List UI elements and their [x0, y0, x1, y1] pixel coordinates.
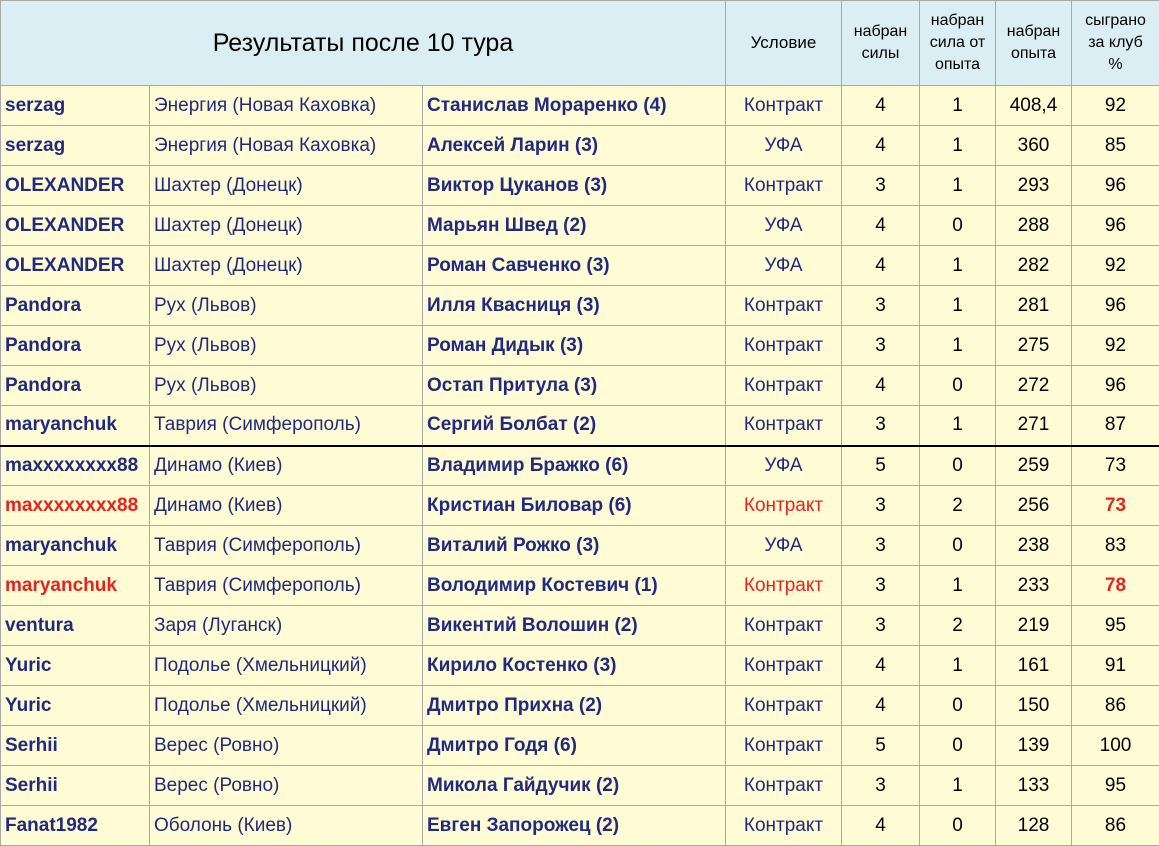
- table-row: [1, 326, 1159, 366]
- condition-cell: Контракт: [726, 566, 842, 606]
- condition-cell: Контракт: [726, 366, 842, 406]
- table-row: [1, 366, 1159, 406]
- strength-cell: 3: [842, 606, 920, 646]
- exp-strength-cell: 1: [920, 246, 996, 286]
- player-cell: Володимир Костевич (1): [423, 566, 726, 606]
- user-cell: maryanchuk: [1, 526, 150, 566]
- experience-cell: 408,4: [996, 86, 1072, 126]
- played-percent-cell: 73: [1072, 446, 1159, 486]
- played-percent-cell: 96: [1072, 166, 1159, 206]
- table-row: [1, 246, 1159, 286]
- player-cell: Илля Квасниця (3): [423, 286, 726, 326]
- table-row: [1, 646, 1159, 686]
- table-row: [1, 206, 1159, 246]
- condition-cell: Контракт: [726, 646, 842, 686]
- user-cell: serzag: [1, 86, 150, 126]
- played-percent-cell: 96: [1072, 206, 1159, 246]
- exp-strength-cell: 0: [920, 366, 996, 406]
- experience-cell: 238: [996, 526, 1072, 566]
- experience-cell: 128: [996, 806, 1072, 846]
- condition-cell: Контракт: [726, 766, 842, 806]
- played-percent-cell: 100: [1072, 726, 1159, 766]
- exp-strength-cell: 0: [920, 806, 996, 846]
- table-row: [1, 766, 1159, 806]
- player-cell: Роман Дидык (3): [423, 326, 726, 366]
- club-cell: Верес (Ровно): [150, 766, 423, 806]
- experience-cell: 288: [996, 206, 1072, 246]
- strength-cell: 3: [842, 526, 920, 566]
- table-header: [1, 1, 1159, 86]
- table-row: [1, 806, 1159, 846]
- table-row: [1, 406, 1159, 446]
- played-percent-cell: 92: [1072, 86, 1159, 126]
- player-cell: Дмитро Прихна (2): [423, 686, 726, 726]
- experience-cell: 360: [996, 126, 1072, 166]
- exp-strength-cell: 1: [920, 326, 996, 366]
- strength-cell: 3: [842, 486, 920, 526]
- strength-cell: 4: [842, 206, 920, 246]
- player-cell: Владимир Бражко (6): [423, 446, 726, 486]
- header-played-percent: сыграно за клуб %: [1072, 1, 1159, 86]
- player-cell: Кристиан Биловар (6): [423, 486, 726, 526]
- strength-cell: 3: [842, 326, 920, 366]
- played-percent-cell: 73: [1072, 486, 1159, 526]
- exp-strength-cell: 1: [920, 406, 996, 446]
- user-cell: Yuric: [1, 646, 150, 686]
- header-strength: набран силы: [842, 1, 920, 86]
- player-cell: Остап Притула (3): [423, 366, 726, 406]
- exp-strength-cell: 0: [920, 446, 996, 486]
- user-cell: OLEXANDER: [1, 166, 150, 206]
- strength-cell: 3: [842, 166, 920, 206]
- played-percent-cell: 95: [1072, 766, 1159, 806]
- exp-strength-cell: 1: [920, 566, 996, 606]
- user-cell: serzag: [1, 126, 150, 166]
- strength-cell: 4: [842, 366, 920, 406]
- condition-cell: Контракт: [726, 286, 842, 326]
- strength-cell: 3: [842, 566, 920, 606]
- user-cell: Fanat1982: [1, 806, 150, 846]
- header-condition: Условие: [726, 1, 842, 86]
- condition-cell: УФА: [726, 446, 842, 486]
- condition-cell: Контракт: [726, 726, 842, 766]
- played-percent-cell: 91: [1072, 646, 1159, 686]
- user-cell: ventura: [1, 606, 150, 646]
- player-cell: Сергий Болбат (2): [423, 406, 726, 446]
- table-row: [1, 126, 1159, 166]
- user-cell: Pandora: [1, 286, 150, 326]
- strength-cell: 4: [842, 246, 920, 286]
- header-experience: набран опыта: [996, 1, 1072, 86]
- experience-cell: 272: [996, 366, 1072, 406]
- player-cell: Марьян Швед (2): [423, 206, 726, 246]
- player-cell: Станислав Мораренко (4): [423, 86, 726, 126]
- played-percent-cell: 92: [1072, 246, 1159, 286]
- condition-cell: УФА: [726, 126, 842, 166]
- exp-strength-cell: 1: [920, 646, 996, 686]
- strength-cell: 3: [842, 406, 920, 446]
- user-cell: Yuric: [1, 686, 150, 726]
- strength-cell: 4: [842, 686, 920, 726]
- exp-strength-cell: 1: [920, 766, 996, 806]
- condition-cell: Контракт: [726, 166, 842, 206]
- strength-cell: 5: [842, 446, 920, 486]
- club-cell: Подолье (Хмельницкий): [150, 646, 423, 686]
- user-cell: maxxxxxxxx88: [1, 486, 150, 526]
- user-cell: OLEXANDER: [1, 246, 150, 286]
- exp-strength-cell: 0: [920, 686, 996, 726]
- player-cell: Виктор Цуканов (3): [423, 166, 726, 206]
- club-cell: Рух (Львов): [150, 366, 423, 406]
- strength-cell: 3: [842, 286, 920, 326]
- user-cell: maryanchuk: [1, 566, 150, 606]
- strength-cell: 3: [842, 766, 920, 806]
- condition-cell: Контракт: [726, 686, 842, 726]
- club-cell: Верес (Ровно): [150, 726, 423, 766]
- club-cell: Энергия (Новая Каховка): [150, 86, 423, 126]
- condition-cell: Контракт: [726, 486, 842, 526]
- table-row: [1, 486, 1159, 526]
- played-percent-cell: 83: [1072, 526, 1159, 566]
- user-cell: maryanchuk: [1, 406, 150, 446]
- played-percent-cell: 87: [1072, 406, 1159, 446]
- condition-cell: УФА: [726, 526, 842, 566]
- condition-cell: Контракт: [726, 406, 842, 446]
- played-percent-cell: 86: [1072, 686, 1159, 726]
- table-row: [1, 526, 1159, 566]
- exp-strength-cell: 2: [920, 486, 996, 526]
- club-cell: Динамо (Киев): [150, 446, 423, 486]
- club-cell: Подолье (Хмельницкий): [150, 686, 423, 726]
- club-cell: Таврия (Симферополь): [150, 566, 423, 606]
- table-row: [1, 86, 1159, 126]
- exp-strength-cell: 1: [920, 126, 996, 166]
- exp-strength-cell: 1: [920, 86, 996, 126]
- played-percent-cell: 78: [1072, 566, 1159, 606]
- condition-cell: УФА: [726, 206, 842, 246]
- strength-cell: 4: [842, 646, 920, 686]
- experience-cell: 259: [996, 446, 1072, 486]
- experience-cell: 256: [996, 486, 1072, 526]
- experience-cell: 219: [996, 606, 1072, 646]
- played-percent-cell: 85: [1072, 126, 1159, 166]
- club-cell: Динамо (Киев): [150, 486, 423, 526]
- club-cell: Шахтер (Донецк): [150, 246, 423, 286]
- condition-cell: Контракт: [726, 86, 842, 126]
- club-cell: Таврия (Симферополь): [150, 406, 423, 446]
- player-cell: Микола Гайдучик (2): [423, 766, 726, 806]
- strength-cell: 4: [842, 806, 920, 846]
- club-cell: Шахтер (Донецк): [150, 166, 423, 206]
- experience-cell: 293: [996, 166, 1072, 206]
- experience-cell: 271: [996, 406, 1072, 446]
- page-title: Результаты после 10 тура: [1, 1, 726, 86]
- club-cell: Оболонь (Киев): [150, 806, 423, 846]
- player-cell: Викентий Волошин (2): [423, 606, 726, 646]
- condition-cell: Контракт: [726, 326, 842, 366]
- player-cell: Виталий Рожко (3): [423, 526, 726, 566]
- player-cell: Роман Савченко (3): [423, 246, 726, 286]
- strength-cell: 4: [842, 86, 920, 126]
- experience-cell: 275: [996, 326, 1072, 366]
- table-body: [1, 86, 1159, 846]
- played-percent-cell: 92: [1072, 326, 1159, 366]
- experience-cell: 281: [996, 286, 1072, 326]
- played-percent-cell: 95: [1072, 606, 1159, 646]
- table-row: [1, 566, 1159, 606]
- player-cell: Дмитро Годя (6): [423, 726, 726, 766]
- header-exp-strength: набран сила от опыта: [920, 1, 996, 86]
- club-cell: Энергия (Новая Каховка): [150, 126, 423, 166]
- table-row: [1, 686, 1159, 726]
- condition-cell: УФА: [726, 246, 842, 286]
- played-percent-cell: 96: [1072, 286, 1159, 326]
- club-cell: Таврия (Симферополь): [150, 526, 423, 566]
- experience-cell: 282: [996, 246, 1072, 286]
- club-cell: Рух (Львов): [150, 286, 423, 326]
- played-percent-cell: 96: [1072, 366, 1159, 406]
- player-cell: Алексей Ларин (3): [423, 126, 726, 166]
- table-row: [1, 446, 1159, 486]
- experience-cell: 161: [996, 646, 1072, 686]
- condition-cell: Контракт: [726, 806, 842, 846]
- experience-cell: 150: [996, 686, 1072, 726]
- exp-strength-cell: 1: [920, 166, 996, 206]
- table-row: [1, 166, 1159, 206]
- exp-strength-cell: 0: [920, 726, 996, 766]
- user-cell: OLEXANDER: [1, 206, 150, 246]
- exp-strength-cell: 2: [920, 606, 996, 646]
- user-cell: maxxxxxxxx88: [1, 446, 150, 486]
- experience-cell: 139: [996, 726, 1072, 766]
- played-percent-cell: 86: [1072, 806, 1159, 846]
- exp-strength-cell: 1: [920, 286, 996, 326]
- exp-strength-cell: 0: [920, 526, 996, 566]
- user-cell: Pandora: [1, 366, 150, 406]
- club-cell: Заря (Луганск): [150, 606, 423, 646]
- club-cell: Шахтер (Донецк): [150, 206, 423, 246]
- condition-cell: Контракт: [726, 606, 842, 646]
- strength-cell: 5: [842, 726, 920, 766]
- user-cell: Serhii: [1, 766, 150, 806]
- table-row: [1, 606, 1159, 646]
- player-cell: Кирило Костенко (3): [423, 646, 726, 686]
- strength-cell: 4: [842, 126, 920, 166]
- experience-cell: 233: [996, 566, 1072, 606]
- experience-cell: 133: [996, 766, 1072, 806]
- player-cell: Евген Запорожец (2): [423, 806, 726, 846]
- exp-strength-cell: 0: [920, 206, 996, 246]
- table-row: [1, 286, 1159, 326]
- club-cell: Рух (Львов): [150, 326, 423, 366]
- user-cell: Serhii: [1, 726, 150, 766]
- user-cell: Pandora: [1, 326, 150, 366]
- table-row: [1, 726, 1159, 766]
